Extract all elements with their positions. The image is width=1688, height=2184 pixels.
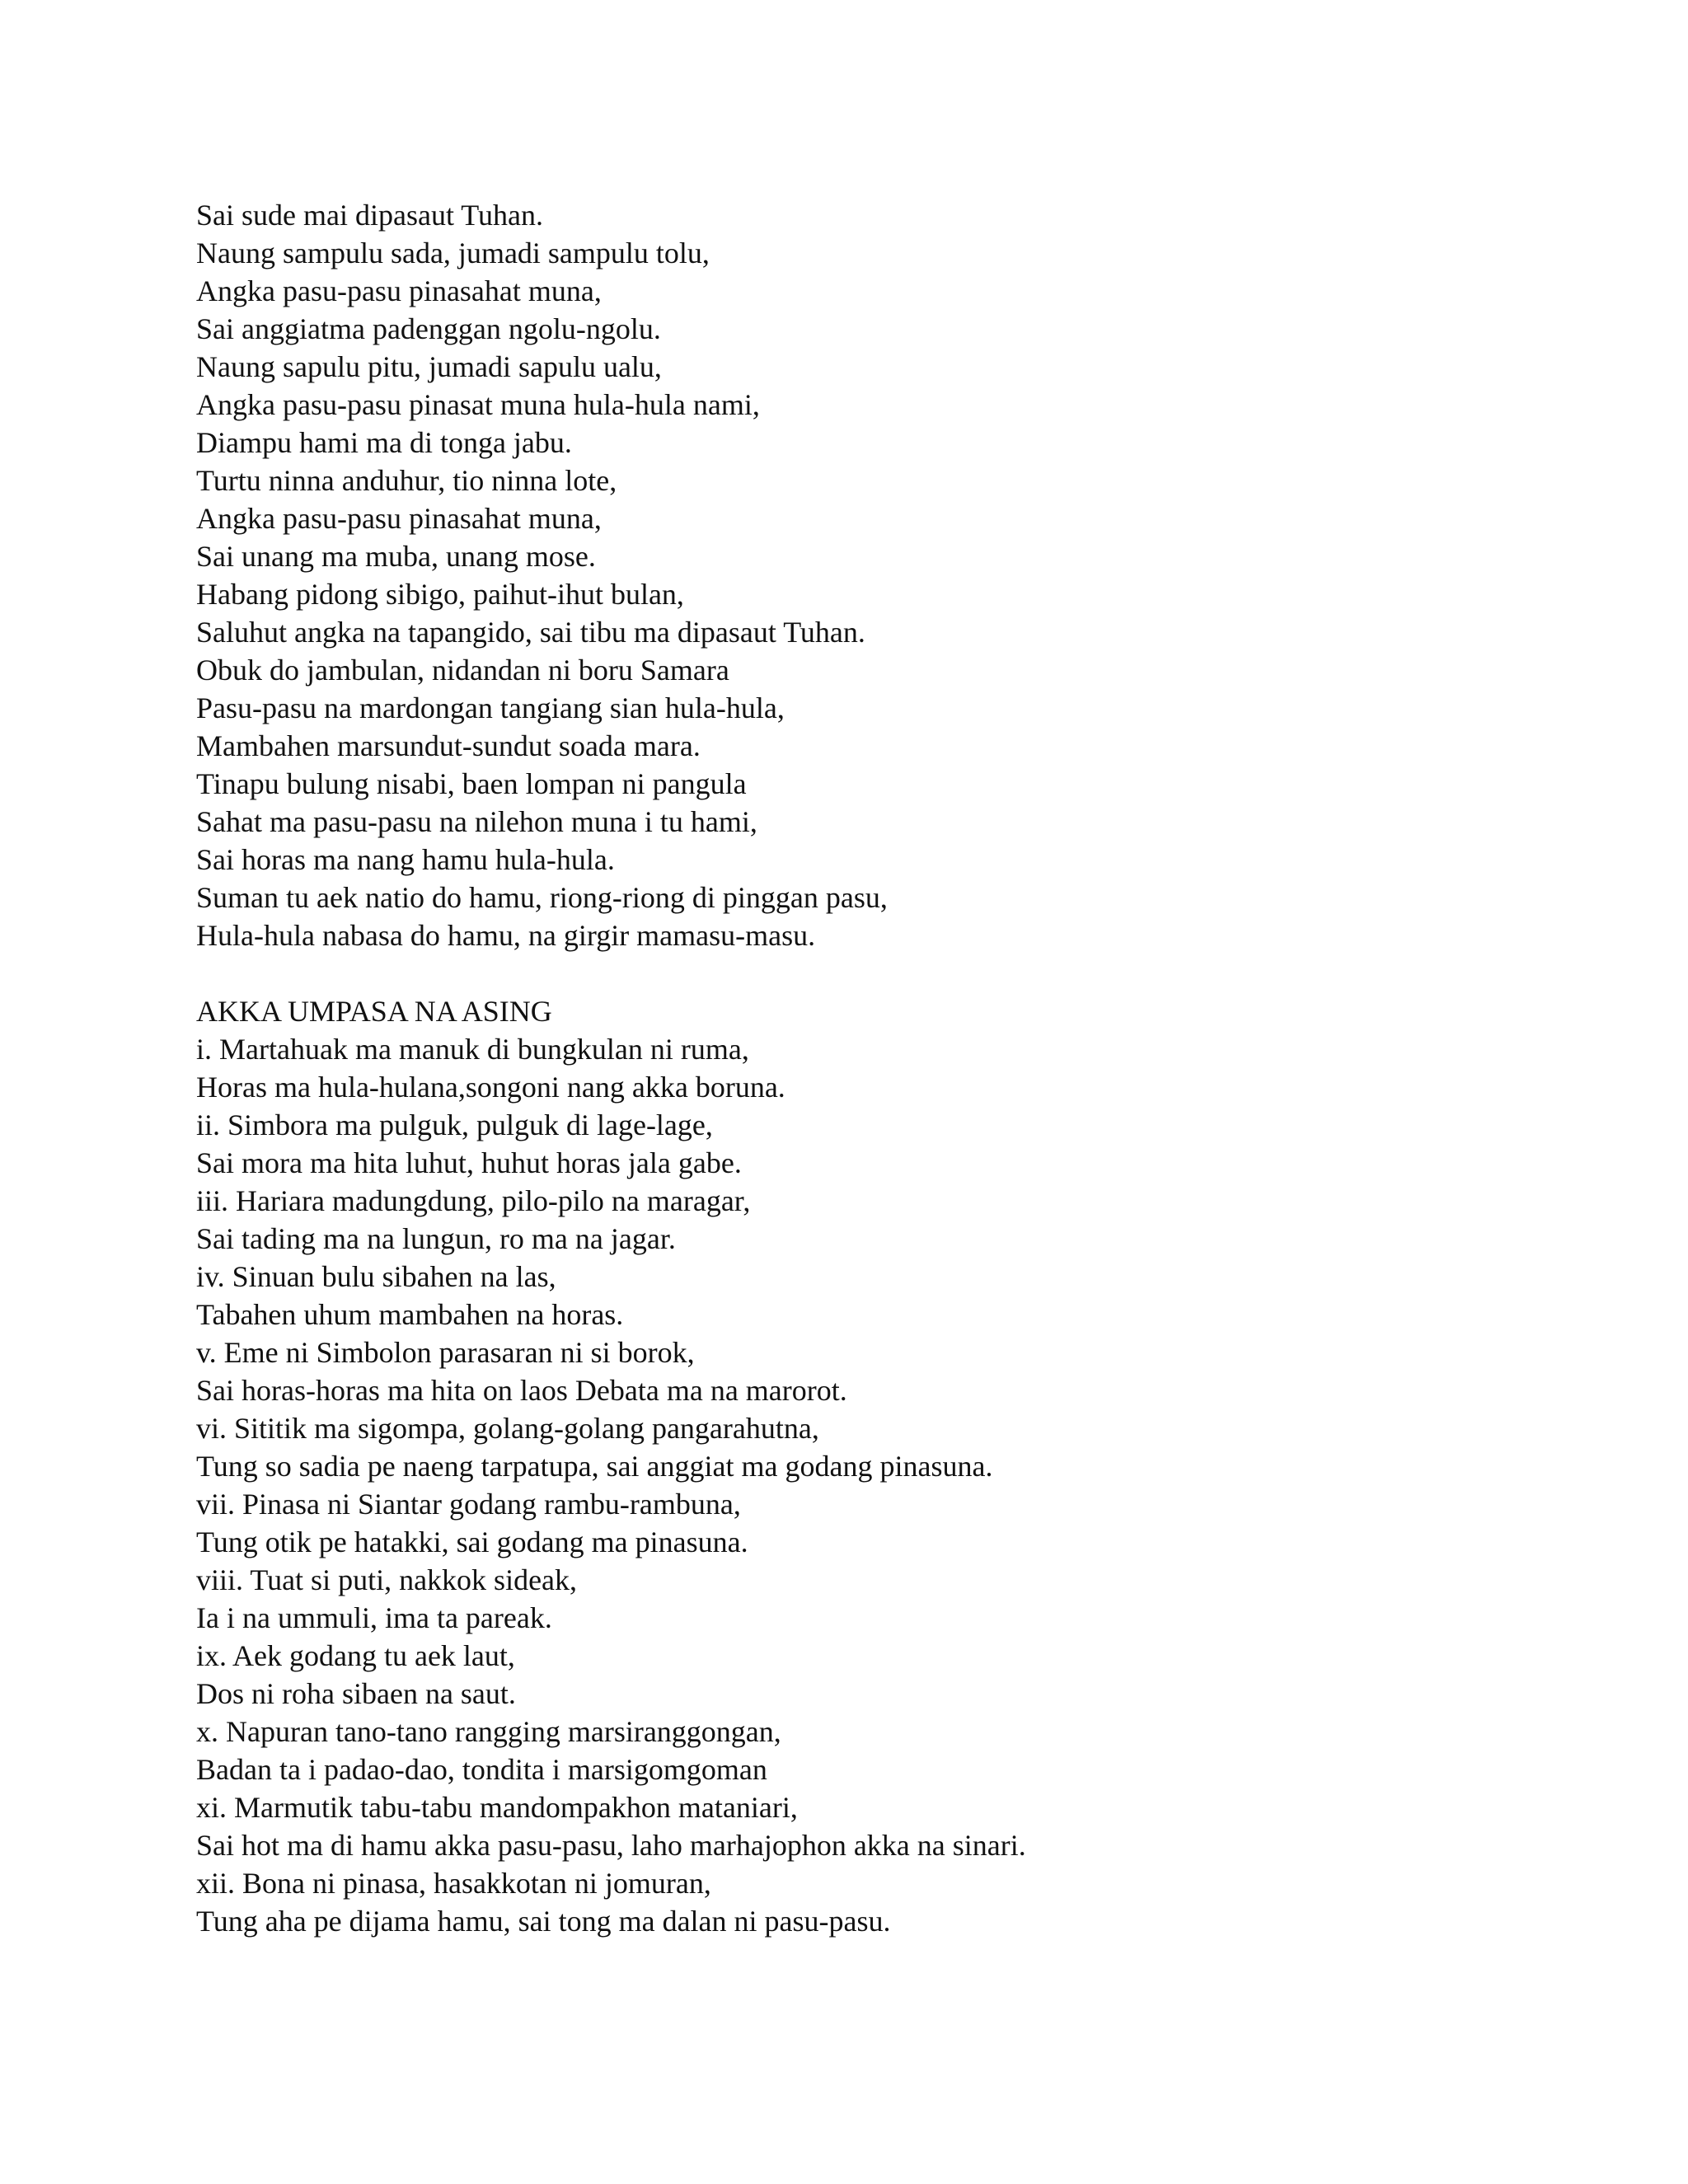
text-line: Tinapu bulung nisabi, baen lompan ni pangula — [196, 767, 747, 800]
text-line: Naung sapulu pitu, jumadi sapulu ualu, — [196, 350, 662, 383]
text-line: Pasu-pasu na mardongan tangiang sian hula-hula, — [196, 691, 785, 724]
text-line: Mambahen marsundut-sundut soada mara. — [196, 729, 701, 762]
text-line: iii. Hariara madungdung, pilo-pilo na maragar, — [196, 1184, 751, 1217]
text-line: Tung so sadia pe naeng tarpatupa, sai anggiat ma godang pinasuna. — [196, 1450, 993, 1483]
section-heading: AKKA UMPASA NA ASING — [196, 995, 552, 1028]
text-line: Naung sampulu sada, jumadi sampulu tolu, — [196, 237, 710, 269]
text-line: Badan ta i padao-dao, tondita i marsigomgoman — [196, 1753, 767, 1786]
text-line: Angka pasu-pasu pinasahat muna, — [196, 274, 602, 307]
text-line: Tabahen uhum mambahen na horas. — [196, 1298, 624, 1331]
text-line: Angka pasu-pasu pinasat muna hula-hula nami, — [196, 388, 760, 421]
text-line: i. Martahuak ma manuk di bungkulan ni ruma, — [196, 1033, 749, 1066]
text-line: Tung aha pe dijama hamu, sai tong ma dalan ni pasu-pasu. — [196, 1905, 891, 1938]
text-line: Suman tu aek natio do hamu, riong-riong di pinggan pasu, — [196, 881, 888, 914]
text-line: vi. Sititik ma sigompa, golang-golang pangarahutna, — [196, 1412, 819, 1445]
text-line: Angka pasu-pasu pinasahat muna, — [196, 502, 602, 535]
text-line: viii. Tuat si puti, nakkok sideak, — [196, 1563, 578, 1596]
text-line: Ia i na ummuli, ima ta pareak. — [196, 1601, 552, 1634]
text-line: Sai mora ma hita luhut, huhut horas jala gabe. — [196, 1146, 742, 1179]
text-line: Sai sude mai dipasaut Tuhan. — [196, 199, 543, 232]
text-line: Horas ma hula-hulana,songoni nang akka boruna. — [196, 1071, 785, 1104]
verse-section-2 — [196, 992, 1597, 1940]
text-line: Sai unang ma muba, unang mose. — [196, 540, 596, 573]
text-line: vii. Pinasa ni Siantar godang rambu-rambuna, — [196, 1488, 741, 1521]
text-line: Saluhut angka na tapangido, sai tibu ma dipasaut Tuhan. — [196, 616, 865, 649]
text-line: Sai anggiatma padenggan ngolu-ngolu. — [196, 312, 661, 345]
verse-section-1 — [196, 196, 1597, 954]
text-line: xii. Bona ni pinasa, hasakkotan ni jomuran, — [196, 1867, 711, 1900]
text-line: ix. Aek godang tu aek laut, — [196, 1639, 515, 1672]
text-line: x. Napuran tano-tano rangging marsiranggongan, — [196, 1715, 781, 1748]
text-line: Sai tading ma na lungun, ro ma na jagar. — [196, 1222, 676, 1255]
text-line: Hula-hula nabasa do hamu, na girgir mamasu-masu. — [196, 919, 816, 952]
text-line: Habang pidong sibigo, paihut-ihut bulan, — [196, 578, 684, 611]
text-line: Dos ni roha sibaen na saut. — [196, 1677, 516, 1710]
text-line: Obuk do jambulan, nidandan ni boru Samara — [196, 654, 729, 687]
text-line: Turtu ninna anduhur, tio ninna lote, — [196, 464, 617, 497]
text-line: ii. Simbora ma pulguk, pulguk di lage-lage, — [196, 1108, 713, 1141]
text-line: iv. Sinuan bulu sibahen na las, — [196, 1260, 556, 1293]
text-line: Sai hot ma di hamu akka pasu-pasu, laho marhajophon akka na sinari. — [196, 1829, 1026, 1862]
text-line: Tung otik pe hatakki, sai godang ma pinasuna. — [196, 1526, 748, 1558]
text-line: Diampu hami ma di tonga jabu. — [196, 426, 572, 459]
text-line: v. Eme ni Simbolon parasaran ni si borok, — [196, 1336, 695, 1369]
text-line: Sai horas ma nang hamu hula-hula. — [196, 843, 615, 876]
text-line: xi. Marmutik tabu-tabu mandompakhon mataniari, — [196, 1791, 798, 1824]
text-line: Sai horas-horas ma hita on laos Debata ma na marorot. — [196, 1374, 847, 1407]
text-line: Sahat ma pasu-pasu na nilehon muna i tu hami, — [196, 805, 757, 838]
document-page — [196, 196, 1597, 1940]
